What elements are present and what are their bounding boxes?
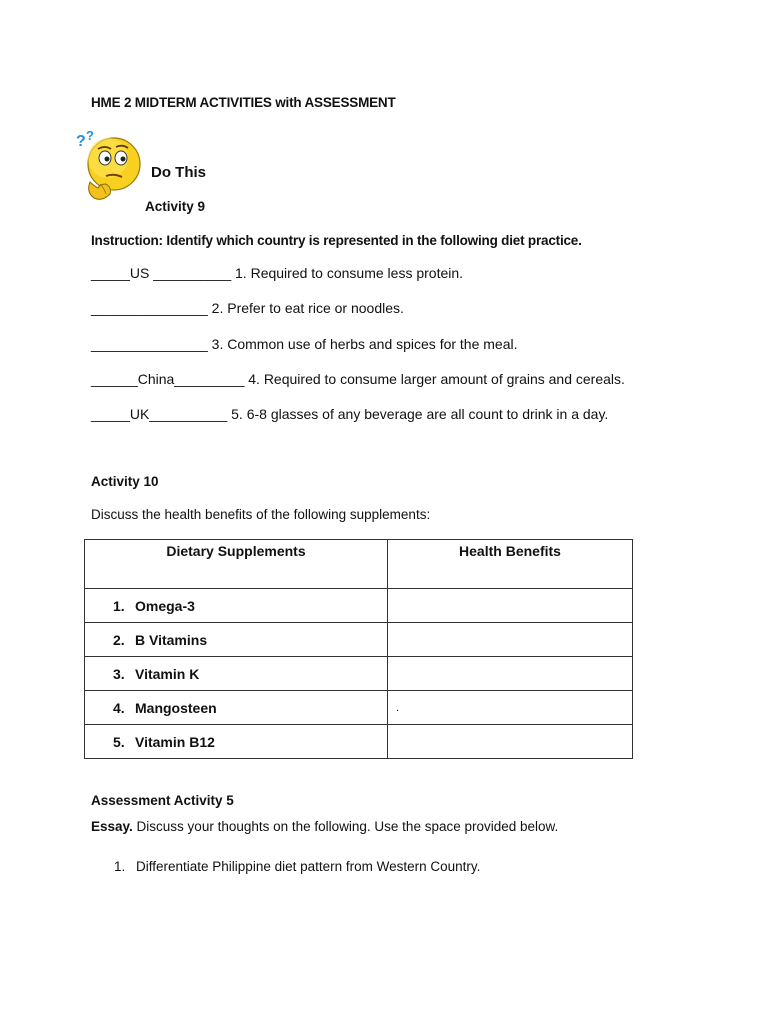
question-number: 1.: [114, 859, 126, 874]
activity-9-item: _____US __________ 1. Required to consume less protein.: [91, 265, 464, 281]
table-row: [85, 657, 633, 691]
row-number: 3.: [113, 665, 125, 682]
table-row: [85, 589, 633, 623]
section-heading-do-this: Do This: [151, 164, 206, 181]
row-number: 1.: [113, 597, 125, 614]
supplements-table: [84, 539, 633, 759]
activity-9-item: _______________ 2. Prefer to eat rice or noodles.: [91, 300, 404, 316]
supplement-name: Mangosteen: [135, 699, 217, 716]
table-row: [85, 691, 633, 725]
activity-9-instruction: Instruction: Identify which country is represented in the following diet practice.: [91, 233, 582, 248]
activity-9-item: _______________ 3. Common use of herbs and spices for the meal.: [91, 336, 518, 352]
row-number: 5.: [113, 733, 125, 750]
supplement-cell: [85, 589, 388, 623]
row-number: 4.: [113, 699, 125, 716]
supplement-name: Vitamin K: [135, 665, 200, 682]
benefit-cell: [388, 657, 633, 691]
benefit-cell: [388, 725, 633, 759]
supplement-name: B Vitamins: [135, 631, 208, 648]
essay-text: Discuss your thoughts on the following. Use the space provided below.: [132, 819, 559, 834]
activity-10-title: Activity 10: [91, 474, 159, 489]
supplement-name: Vitamin B12: [135, 733, 215, 750]
supplement-cell: [85, 657, 388, 691]
row-number: 2.: [113, 631, 125, 648]
table-row: [85, 623, 633, 657]
assessment-title: Assessment Activity 5: [91, 793, 234, 808]
supplement-cell: [85, 725, 388, 759]
benefit-cell: [388, 589, 633, 623]
essay-label: Essay.: [91, 819, 133, 834]
table-header-supplements: Dietary Supplements: [85, 540, 388, 589]
supplement-name: Omega-3: [135, 597, 195, 614]
activity-9-title: Activity 9: [145, 199, 206, 214]
svg-text:?: ?: [86, 128, 94, 143]
table-header-benefits: Health Benefits: [388, 540, 633, 589]
table-row: [85, 725, 633, 759]
page-title: HME 2 MIDTERM ACTIVITIES with ASSESSMENT: [91, 95, 396, 110]
benefit-cell: .: [388, 691, 633, 725]
benefit-cell: [388, 623, 633, 657]
question-text: Differentiate Philippine diet pattern from Western Country.: [136, 859, 481, 874]
activity-9-item: _____UK__________ 5. 6-8 glasses of any beverage are all count to drink in a day.: [91, 406, 609, 422]
essay-question: [114, 859, 480, 874]
supplement-cell: [85, 623, 388, 657]
thinking-face-icon: [76, 128, 148, 204]
table-header-row: [85, 540, 633, 589]
essay-instruction: [91, 819, 558, 834]
activity-9-item: ______China_________ 4. Required to consume larger amount of grains and cereals.: [91, 371, 625, 387]
svg-text:?: ?: [76, 133, 86, 150]
supplement-cell: [85, 691, 388, 725]
activity-10-description: Discuss the health benefits of the following supplements:: [91, 507, 431, 522]
